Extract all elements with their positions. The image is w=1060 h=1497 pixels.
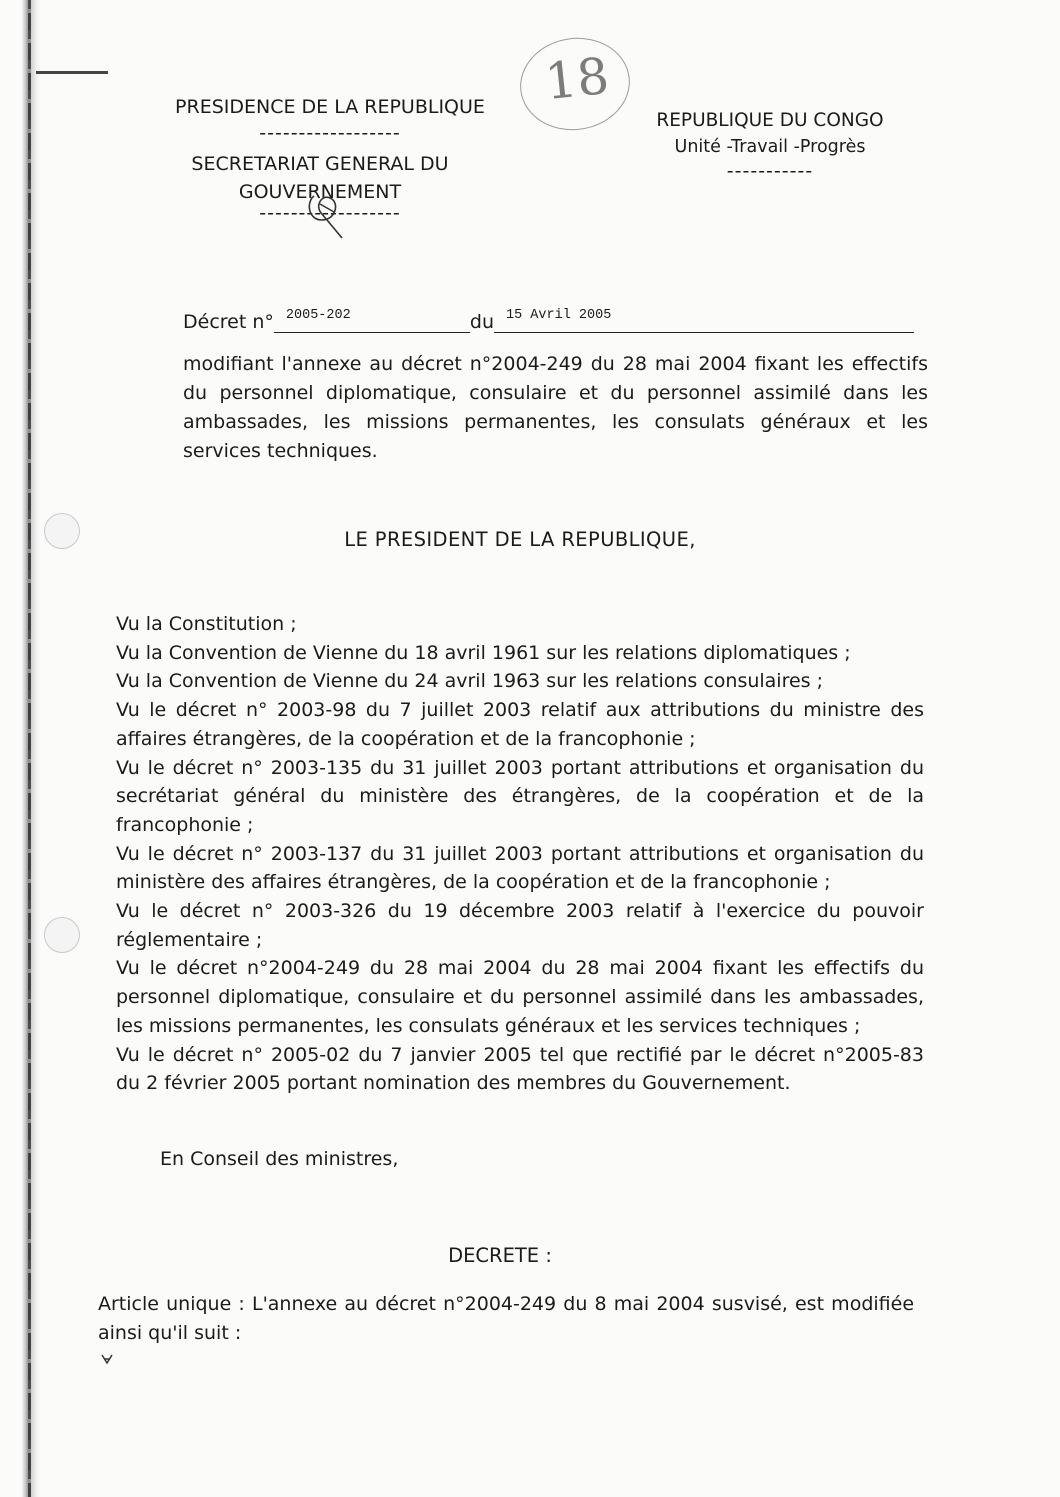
small-ink-mark-icon	[100, 1352, 114, 1366]
visas-list	[116, 610, 924, 1098]
decree-date-prefix: du	[469, 311, 494, 333]
handwritten-initials-icon	[300, 190, 360, 242]
secretariat-title: SECRETARIAT GENERAL DU GOUVERNEMENT	[191, 153, 449, 203]
decree-prefix: Décret n°	[183, 311, 274, 333]
presidency-title: PRESIDENCE DE LA REPUBLIQUE	[175, 96, 485, 118]
decrete-heading: DECRETE :	[448, 1244, 552, 1267]
scan-shadow-edge	[22, 0, 40, 1497]
article-text: L'annexe au décret n°2004-249 du 8 mai 2004 susvisé, est modifiée ainsi qu'il suit :	[98, 1293, 915, 1344]
article-label: Article unique :	[98, 1293, 245, 1315]
council-line: En Conseil des ministres,	[160, 1148, 399, 1170]
visa-item: Vu le décret n° 2003-98 du 7 juillet 2003 relatif aux attributions du ministre des affaires étrangères, de la coopération et de la francophonie ;	[116, 699, 924, 750]
decree-date-field	[494, 310, 914, 333]
decree-title: modifiant l'annexe au décret n°2004-249 du 28 mai 2004 fixant les effectifs du personnel diplomatique, consulaire et du personnel assimilé dans les ambassades, les missions permanentes, les consulats généraux et les services techniques.	[183, 353, 928, 462]
visa-item: Vu le décret n° 2003-326 du 19 décembre 2003 relatif à l'exercice du pouvoir réglementaire ;	[116, 900, 924, 951]
visa-item: Vu le décret n° 2005-02 du 7 janvier 2005 tel que rectifié par le décret n°2005-83 du 2 février 2005 portant nomination des membres du Gouvernement.	[116, 1043, 924, 1095]
president-heading: LE PRESIDENT DE LA REPUBLIQUE,	[344, 528, 696, 551]
visa-item: Vu la Constitution ;	[116, 613, 297, 635]
header-separator: ------------------	[259, 122, 401, 144]
visa-item: Vu la Convention de Vienne du 18 avril 1961 sur les relations diplomatiques ;	[116, 641, 851, 664]
decree-date: 15 Avril 2005	[506, 308, 612, 323]
handwritten-page-number: 18	[542, 46, 612, 112]
punch-hole-top	[44, 513, 80, 549]
visa-item: Vu le décret n° 2003-137 du 31 juillet 2003 portant attributions et organisation du ministère des affaires étrangères, de la coopération et de la francophonie ;	[116, 842, 924, 894]
header-separator: -----------	[726, 160, 814, 182]
article-unique	[98, 1290, 914, 1347]
republic-motto: Unité -Travail -Progrès	[674, 137, 866, 157]
visa-item: Vu le décret n°2004-249 du 28 mai 2004 du 28 mai 2004 fixant les effectifs du personnel diplomatique, consulaire et du personnel assimilé dans les ambassades, les missions permanentes, les consulats généraux et les services techniques ;	[116, 957, 924, 1037]
republic-title: REPUBLIQUE DU CONGO	[656, 110, 884, 131]
staple-mark	[36, 71, 108, 74]
decree-number: 2005-202	[285, 308, 351, 323]
binding-line	[28, 0, 31, 1497]
punch-hole-bottom	[44, 917, 80, 953]
decree-number-field	[274, 310, 470, 333]
visa-item: Vu la Convention de Vienne du 24 avril 1963 sur les relations consulaires ;	[116, 670, 824, 693]
visa-item: Vu le décret n° 2003-135 du 31 juillet 2003 portant attributions et organisation du secrétariat général du ministère des étrangères, de la coopération et de la francophonie ;	[116, 756, 924, 836]
header-separator: ------------------	[259, 202, 401, 224]
decree-number-line	[183, 310, 928, 340]
